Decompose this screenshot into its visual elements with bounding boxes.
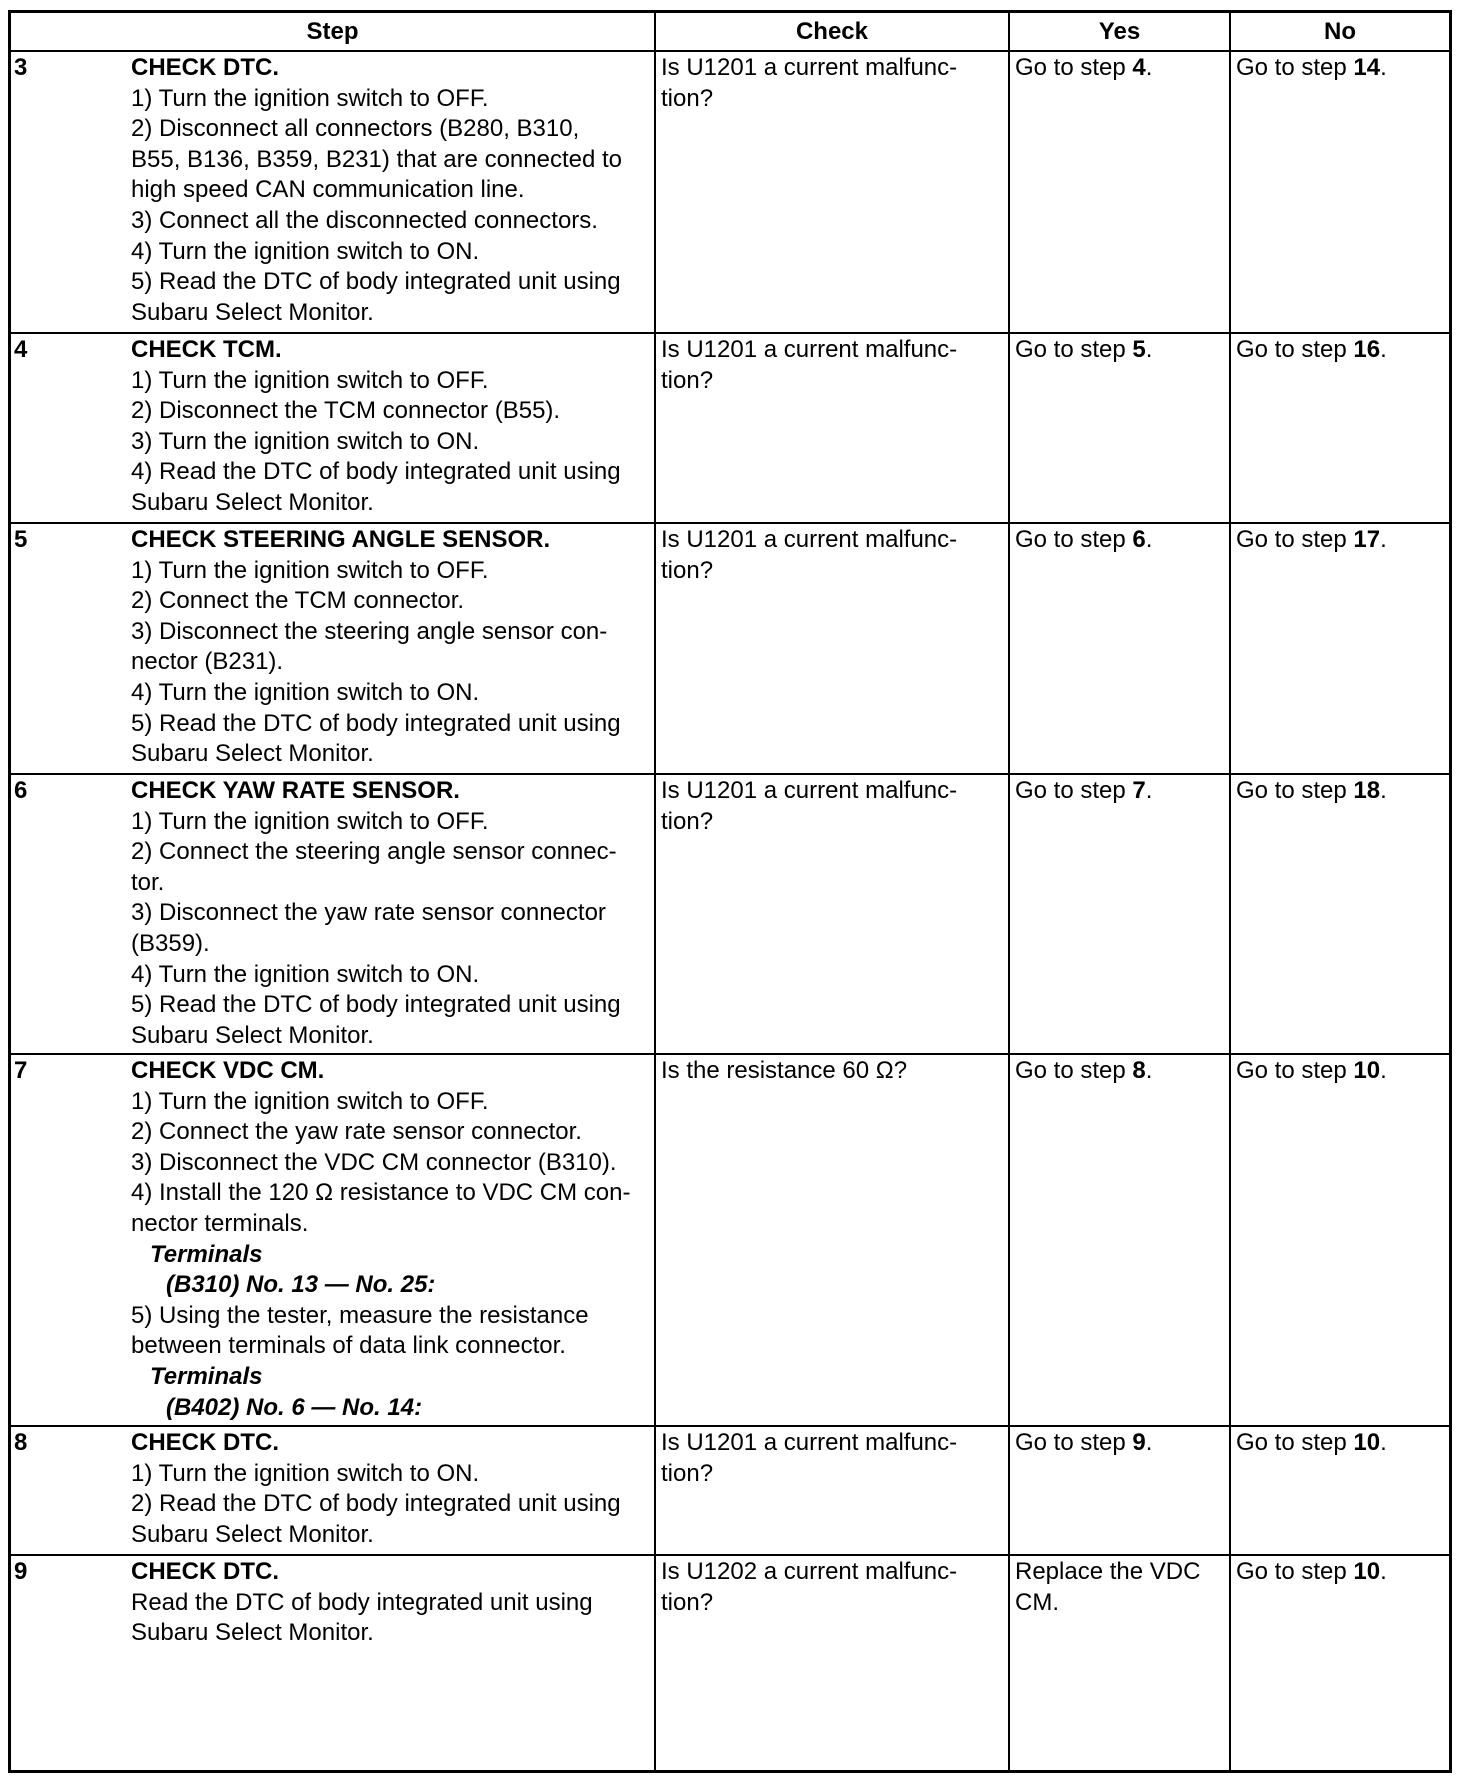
yes-cell <box>1010 52 1229 332</box>
table-row <box>11 334 1449 522</box>
instruction: 2) Connect the yaw rate sensor connector. <box>131 1118 582 1146</box>
yes-cell <box>1010 1427 1229 1554</box>
check-cell <box>656 775 1008 1053</box>
no-prefix: Go to step <box>1236 1558 1354 1585</box>
step-cell <box>11 1055 654 1425</box>
yes-cell <box>1010 334 1229 522</box>
table-row <box>11 1055 1449 1425</box>
step-cell <box>11 1556 654 1770</box>
step-body <box>131 53 650 332</box>
yes-suffix: . <box>1145 526 1153 553</box>
header-yes: Yes <box>1010 13 1229 50</box>
step-body <box>131 776 650 1053</box>
step-body <box>131 335 650 522</box>
check-cell <box>656 52 1008 332</box>
instruction: 2) Disconnect the TCM connector (B55). <box>131 397 561 425</box>
yes-cell <box>1010 524 1229 773</box>
no-prefix: Go to step <box>1236 1057 1354 1084</box>
no-prefix: Go to step <box>1236 1429 1354 1456</box>
yes-target-step: 5 <box>1132 336 1146 363</box>
terminals-label: Terminals <box>150 1240 263 1268</box>
instruction: 3) Connect all the disconnected connectors. <box>131 206 598 234</box>
instruction: 1) Turn the ignition switch to OFF. <box>131 84 489 112</box>
no-cell <box>1231 334 1449 522</box>
instruction: 4) Turn the ignition switch to ON. <box>131 678 480 706</box>
check-cell <box>656 1055 1008 1425</box>
no-cell <box>1231 524 1449 773</box>
step-number: 6 <box>14 777 28 804</box>
instruction: 4) Install the 120 Ω resistance to VDC CM con- nector terminals. <box>131 1179 631 1237</box>
yes-target-step: 4 <box>1132 54 1146 81</box>
step-title: CHECK YAW RATE SENSOR. <box>131 777 460 804</box>
no-suffix: . <box>1380 526 1387 553</box>
yes-prefix: Go to step <box>1015 1429 1133 1456</box>
step-title: CHECK TCM. <box>131 336 282 363</box>
yes-prefix: Go to step <box>1015 1057 1133 1084</box>
instruction: 1) Turn the ignition switch to OFF. <box>131 807 489 835</box>
table-row <box>11 52 1449 332</box>
step-number: 5 <box>14 526 28 553</box>
yes-action: Replace the VDC CM. <box>1015 1558 1201 1616</box>
instruction: 5) Read the DTC of body integrated unit using Subaru Select Monitor. <box>131 709 621 768</box>
header-no: No <box>1231 13 1449 50</box>
instruction: 1) Turn the ignition switch to OFF. <box>131 1087 489 1115</box>
check-question: Is U1201 a current malfunc- tion? <box>661 1429 958 1487</box>
check-question: Is U1201 a current malfunc- tion? <box>661 777 958 835</box>
yes-cell <box>1010 1055 1229 1425</box>
yes-prefix: Go to step <box>1015 526 1133 553</box>
instruction: 5) Read the DTC of body integrated unit using Subaru Select Monitor. <box>131 991 621 1049</box>
check-question: Is U1201 a current malfunc- tion? <box>661 526 958 584</box>
yes-target-step: 6 <box>1132 526 1146 553</box>
no-cell <box>1231 1556 1449 1770</box>
instruction: 2) Connect the steering angle sensor connec- tor. <box>131 838 617 896</box>
step-cell <box>11 334 654 522</box>
yes-target-step: 8 <box>1132 1057 1146 1084</box>
step-title: CHECK DTC. <box>131 1429 279 1456</box>
step-cell <box>11 775 654 1053</box>
instruction: 1) Turn the ignition switch to ON. <box>131 1459 480 1487</box>
yes-prefix: Go to step <box>1015 777 1133 804</box>
no-cell <box>1231 1055 1449 1425</box>
instruction: 4) Read the DTC of body integrated unit using Subaru Select Monitor. <box>131 458 621 516</box>
instruction: 2) Disconnect all connectors (B280, B310, B55, B136, B359, B231) that are connected to high speed CAN communication line. <box>131 115 623 204</box>
step-number: 8 <box>14 1429 28 1456</box>
instruction: 2) Read the DTC of body integrated unit using Subaru Select Monitor. <box>131 1490 621 1548</box>
instruction: 3) Disconnect the VDC CM connector (B310). <box>131 1148 617 1176</box>
yes-cell <box>1010 1556 1229 1770</box>
table-header-row <box>11 13 1449 50</box>
yes-target-step: 7 <box>1132 777 1146 804</box>
no-target-step: 10 <box>1353 1429 1381 1456</box>
no-suffix: . <box>1380 1057 1387 1084</box>
check-question: Is U1201 a current malfunc- tion? <box>661 54 958 112</box>
yes-suffix: . <box>1145 777 1153 804</box>
step-body <box>131 1056 650 1425</box>
no-target-step: 16 <box>1353 336 1381 363</box>
no-target-step: 14 <box>1353 54 1381 81</box>
no-cell <box>1231 775 1449 1053</box>
step-number: 9 <box>14 1558 28 1585</box>
yes-suffix: . <box>1145 336 1153 363</box>
no-prefix: Go to step <box>1236 54 1354 81</box>
no-prefix: Go to step <box>1236 777 1354 804</box>
step-body <box>131 525 650 773</box>
table-row <box>11 1427 1449 1554</box>
header-check: Check <box>656 13 1008 50</box>
yes-suffix: . <box>1145 1057 1153 1084</box>
no-target-step: 10 <box>1353 1057 1381 1084</box>
instruction: 4) Turn the ignition switch to ON. <box>131 960 480 988</box>
no-target-step: 18 <box>1353 777 1381 804</box>
instruction: 1) Turn the ignition switch to OFF. <box>131 556 489 584</box>
step-number: 3 <box>14 54 28 81</box>
instruction: 5) Read the DTC of body integrated unit using Subaru Select Monitor. <box>131 268 621 326</box>
instruction: 3) Disconnect the steering angle sensor con- nector (B231). <box>131 617 608 676</box>
terminals-label: Terminals <box>150 1362 263 1390</box>
yes-suffix: . <box>1145 1429 1153 1456</box>
step-number: 4 <box>14 336 28 363</box>
yes-suffix: . <box>1145 54 1153 81</box>
instruction: Read the DTC of body integrated unit using Subaru Select Monitor. <box>131 1588 593 1647</box>
step-cell <box>11 524 654 773</box>
terminals-value: (B310) No. 13 — No. 25: <box>166 1271 436 1299</box>
diagnostic-procedure-table <box>8 10 1452 1773</box>
step-title: CHECK STEERING ANGLE SENSOR. <box>131 526 551 553</box>
step-title: CHECK VDC CM. <box>131 1057 325 1084</box>
instruction: 1) Turn the ignition switch to OFF. <box>131 366 489 394</box>
yes-prefix: Go to step <box>1015 54 1133 81</box>
no-target-step: 17 <box>1353 526 1381 553</box>
check-cell <box>656 1427 1008 1554</box>
instruction: 4) Turn the ignition switch to ON. <box>131 237 480 265</box>
check-cell <box>656 524 1008 773</box>
no-suffix: . <box>1380 336 1387 363</box>
no-prefix: Go to step <box>1236 526 1354 553</box>
instruction: 2) Connect the TCM connector. <box>131 587 465 615</box>
terminals-value: (B402) No. 6 — No. 14: <box>166 1393 423 1421</box>
no-suffix: . <box>1380 777 1387 804</box>
step-body <box>131 1557 650 1770</box>
no-cell <box>1231 1427 1449 1554</box>
header-step: Step <box>11 13 654 50</box>
yes-cell <box>1010 775 1229 1053</box>
instruction: 5) Using the tester, measure the resistance between terminals of data link connector. <box>131 1301 589 1360</box>
no-prefix: Go to step <box>1236 336 1354 363</box>
table-row <box>11 1556 1449 1770</box>
step-title: CHECK DTC. <box>131 1558 279 1585</box>
check-question: Is the resistance 60 Ω? <box>661 1057 908 1084</box>
check-question: Is U1201 a current malfunc- tion? <box>661 336 958 394</box>
check-cell <box>656 334 1008 522</box>
step-cell <box>11 52 654 332</box>
step-body <box>131 1428 650 1554</box>
yes-prefix: Go to step <box>1015 336 1133 363</box>
no-suffix: . <box>1380 1558 1387 1585</box>
no-cell <box>1231 52 1449 332</box>
instruction: 3) Turn the ignition switch to ON. <box>131 427 480 455</box>
check-question: Is U1202 a current malfunc- tion? <box>661 1558 958 1616</box>
check-cell <box>656 1556 1008 1770</box>
table-row <box>11 524 1449 773</box>
step-title: CHECK DTC. <box>131 54 279 81</box>
no-target-step: 10 <box>1353 1558 1381 1585</box>
step-cell <box>11 1427 654 1554</box>
step-number: 7 <box>14 1057 28 1084</box>
table-row <box>11 775 1449 1053</box>
no-suffix: . <box>1380 54 1387 81</box>
instruction: 3) Disconnect the yaw rate sensor connector (B359). <box>131 899 606 957</box>
yes-target-step: 9 <box>1132 1429 1146 1456</box>
no-suffix: . <box>1380 1429 1387 1456</box>
